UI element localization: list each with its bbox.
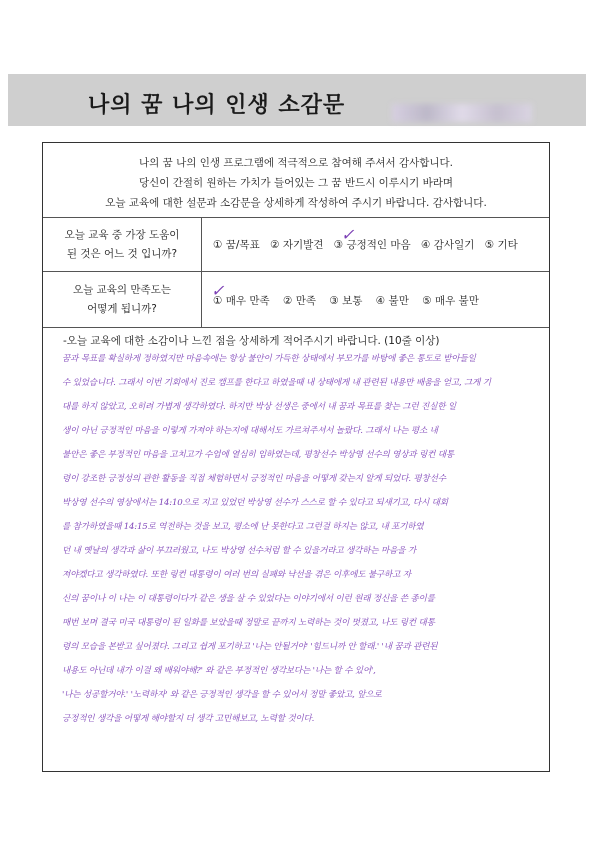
- essay-line: 수 있었습니다. 그래서 이번 기회에서 진로 캠프를 한다고 하였을때 내 상태에게 내 관련된 내용만 배움을 얻고, 그게 기: [62, 378, 491, 388]
- question-most-helpful: [43, 217, 549, 272]
- question-label-line: 오늘 교육 중 가장 도움이: [64, 229, 180, 241]
- checkmark-icon: ✓: [341, 225, 355, 244]
- option-gratitude-journal[interactable]: ④ 감사일기: [421, 239, 475, 251]
- option-satisfied[interactable]: ② 만족: [283, 295, 317, 307]
- essay-line: 박상영 선수의 영상에서는 14:10으로 지고 있었던 박상영 선수가 스스로 할 수 있다고 되새기고, 다시 대회: [62, 498, 448, 508]
- essay-line: '나는 성공할거야.' '노력하자' 와 같은 긍정적인 생각을 할 수 있어서 정말 좋았고, 앞으로: [62, 690, 382, 700]
- essay-line: 져야겠다고 생각하였다. 또한 링컨 대통령이 여러 번의 실패와 낙선을 겪은 이후에도 불구하고 자: [62, 570, 411, 580]
- intro-line-2: 당신이 간절히 원하는 가치가 들어있는 그 꿈 반드시 이루시기 바라며: [138, 177, 454, 189]
- essay-line: 꿈과 목표를 확실하게 정하였지만 마음속에는 항상 불안이 가득한 상태에서 부모가를 바탕에 좋은 통도로 받아들일: [62, 354, 476, 364]
- option-dream-goal[interactable]: ① 꿈/목표: [213, 239, 260, 251]
- option-positive-mind[interactable]: ③ 긍정적인 마음: [333, 239, 411, 251]
- question-label-line: 오늘 교육의 만족도는: [73, 284, 171, 296]
- essay-line: 생이 아닌 긍정적인 마음을 이렇게 가져야 하는지에 대해서도 가르쳐주셔서 놀랐다. 그래서 나는 평소 내: [62, 426, 438, 436]
- question-label-line: 어떻게 됩니까?: [87, 303, 157, 315]
- option-neutral[interactable]: ③ 보통: [329, 295, 363, 307]
- option-dissatisfied[interactable]: ④ 불만: [375, 295, 409, 307]
- intro-line-3: 오늘 교육에 대한 설문과 소감문을 상세하게 작성하여 주시기 바랍니다. 감사합니다.: [105, 197, 487, 209]
- essay-line: 던 내 옛날의 생각과 삶이 부끄러웠고, 나도 박상영 선수처럼 할 수 있을거라고 생각하는 마음을 가: [62, 546, 416, 556]
- option-other[interactable]: ⑤ 기타: [484, 239, 518, 251]
- essay-line: 령의 모습을 본받고 싶어졌다. 그리고 쉽게 포기하고 '나는 안될거야' '힘드니까 안 할래.' '내 꿈과 관련된: [62, 642, 438, 652]
- option-self-discovery[interactable]: ② 자기발견: [270, 239, 324, 251]
- essay-prompt: -오늘 교육에 대한 소감이나 느낀 점을 상세하게 적어주시기 바랍니다. (10줄 이상): [63, 335, 440, 347]
- answer-options: [213, 237, 525, 252]
- essay-line: 를 참가하였을때 14:15로 역전하는 것을 보고, 평소에 난 못한다고 그런걸 하지는 않고, 내 포기하였: [62, 522, 424, 532]
- option-very-dissatisfied[interactable]: ⑤ 매우 불만: [422, 295, 479, 307]
- question-label-line: 된 것은 어느 것 입니까?: [66, 248, 178, 260]
- essay-line: 불안은 좋은 부정적인 마음을 고치고가 수업에 열심히 임하였는데, 평창선수 박상영 선수의 영상과 링컨 대통: [62, 450, 454, 460]
- essay-line: 신의 꿈이나 이 나는 이 대통령이다가 같은 생을 살 수 있었다는 이야기에서 이런 원래 정신을 쓴 종이를: [62, 594, 435, 604]
- checkmark-icon: ✓: [211, 281, 225, 300]
- page-title: 나의 꿈 나의 인생 소감문: [88, 93, 346, 118]
- option-very-satisfied[interactable]: ① 매우 만족: [213, 295, 270, 307]
- intro-section: [43, 143, 549, 218]
- answer-options: [213, 293, 489, 308]
- redacted-name-signature: [392, 104, 532, 122]
- essay-line: 매번 보며 결국 미국 대통령이 된 일화를 보았을때 정말로 끝까지 노력하는 것이 멋졌고, 나도 링컨 대통: [62, 618, 435, 628]
- question-satisfaction: [43, 271, 549, 328]
- question-label: [43, 217, 202, 271]
- essay-line: 대를 하지 않았고, 오히려 가볍게 생각하였다. 하지만 박상 선생은 중에서 내 꿈과 목표를 찾는 그런 진실한 일: [62, 402, 456, 412]
- essay-line: 령이 강조한 긍정성의 관한 활동을 직접 체험하면서 긍정적인 마음을 어떻게 갖는지 알게 되었다. 평창선수: [62, 474, 446, 484]
- essay-line: 긍정적인 생각을 어떻게 해야할지 더 생각 고민해보고, 노력할 것이다.: [62, 714, 315, 724]
- question-label: [43, 271, 202, 327]
- essay-line: 내용도 아닌데 내가 이걸 왜 배워야해?' 와 같은 부정적인 생각보다는 '나는 할 수 있어',: [62, 666, 376, 676]
- intro-line-1: 나의 꿈 나의 인생 프로그램에 적극적으로 참여해 주셔서 감사합니다.: [138, 157, 454, 169]
